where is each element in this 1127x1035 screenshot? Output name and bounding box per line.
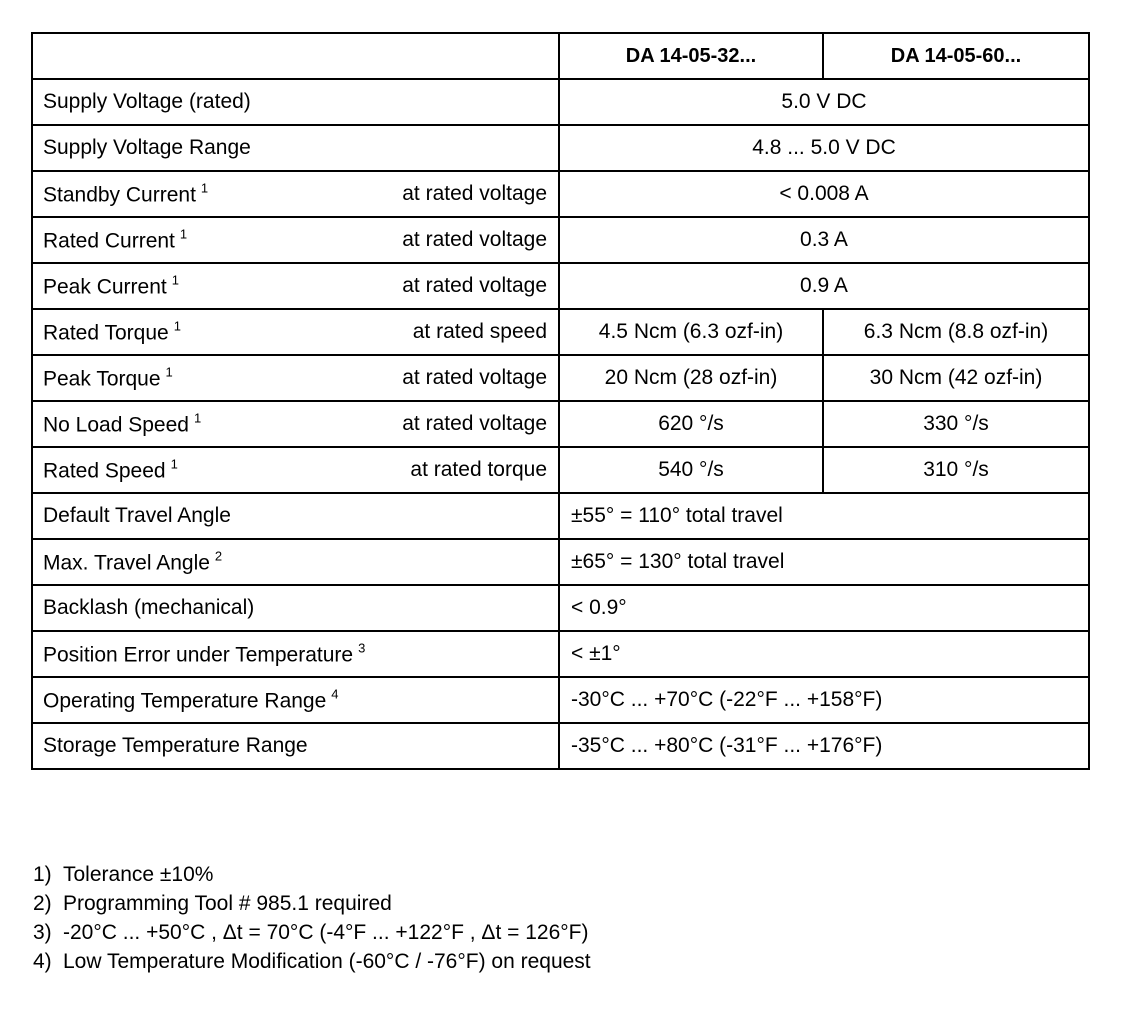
param-cell <box>32 125 559 171</box>
footnote-item <box>33 889 591 918</box>
table-row <box>32 125 1089 171</box>
param-condition: at rated voltage <box>402 412 547 435</box>
param-cell <box>32 217 559 263</box>
header-row <box>32 33 1089 79</box>
param-name: Peak Torque $^1$ <box>43 364 173 391</box>
value-cell: < 0.008 A <box>559 171 1089 217</box>
value-cell: -30°C ... +70°C (-22°F ... +158°F) <box>559 677 1089 723</box>
table-row <box>32 79 1089 125</box>
table-row <box>32 355 1089 401</box>
table-row <box>32 493 1089 539</box>
footnote-number: 4) <box>33 950 52 973</box>
param-cell <box>32 171 559 217</box>
value-cell: -35°C ... +80°C (-31°F ... +176°F) <box>559 723 1089 769</box>
param-cell <box>32 447 559 493</box>
param-name: No Load Speed $^1$ <box>43 410 202 437</box>
table-row <box>32 677 1089 723</box>
footnote-ref: 1 <box>173 318 181 334</box>
value-cell-model-60: 310 °/s <box>823 447 1089 493</box>
value-cell: ±55° = 110° total travel <box>559 493 1089 539</box>
footnote-ref: 1 <box>171 272 179 288</box>
footnote-item <box>33 947 591 976</box>
param-name: Peak Current $^1$ <box>43 272 179 299</box>
table-row <box>32 309 1089 355</box>
value-cell-model-60: 30 Ncm (42 ozf-in) <box>823 355 1089 401</box>
param-cell <box>32 79 559 125</box>
spec-table <box>31 32 1090 770</box>
table-row <box>32 217 1089 263</box>
param-condition: at rated voltage <box>402 274 547 297</box>
param-name: Position Error under Temperature $^3$ <box>43 640 366 667</box>
footnote-ref: 1 <box>193 410 202 426</box>
param-condition: at rated voltage <box>402 366 547 389</box>
param-cell <box>32 263 559 309</box>
value-cell: 4.8 ... 5.0 V DC <box>559 125 1089 171</box>
footnote-ref: 1 <box>165 364 173 380</box>
footnote-text: Tolerance ±10% <box>63 863 214 886</box>
param-cell <box>32 493 559 539</box>
footnote-text: Programming Tool # 985.1 required <box>63 892 392 915</box>
footnote-text: Low Temperature Modification (-60°C / -76°F) on request <box>63 950 591 973</box>
header-model-32: DA 14-05-32... <box>559 33 823 79</box>
footnote-item <box>33 860 591 889</box>
value-cell: < 0.9° <box>559 585 1089 631</box>
value-cell-model-60: 330 °/s <box>823 401 1089 447</box>
table-row <box>32 171 1089 217</box>
footnote-number: 2) <box>33 892 52 915</box>
footnote-number: 1) <box>33 863 52 886</box>
footnote-number: 3) <box>33 921 52 944</box>
param-name: Supply Voltage (rated) <box>43 90 251 113</box>
value-cell: 0.3 A <box>559 217 1089 263</box>
footnote-ref: 2 <box>214 548 223 564</box>
param-name: Supply Voltage Range <box>43 136 251 159</box>
value-cell: 0.9 A <box>559 263 1089 309</box>
table-row <box>32 263 1089 309</box>
footnotes-list <box>33 860 591 976</box>
param-cell <box>32 401 559 447</box>
param-cell <box>32 585 559 631</box>
param-condition: at rated speed <box>412 320 547 343</box>
footnote-text: -20°C ... +50°C , Δt = 70°C (-4°F ... +122°F , Δt = 126°F) <box>63 921 589 944</box>
footnote-ref: 4 <box>331 686 339 702</box>
value-cell-model-32: 20 Ncm (28 ozf-in) <box>559 355 823 401</box>
param-name: Max. Travel Angle $^2$ <box>43 548 223 575</box>
footnote-ref: 1 <box>170 456 178 472</box>
value-cell: < ±1° <box>559 631 1089 677</box>
param-cell <box>32 631 559 677</box>
param-name: Standby Current $^1$ <box>43 180 209 207</box>
value-cell-model-32: 4.5 Ncm (6.3 ozf-in) <box>559 309 823 355</box>
value-cell: 5.0 V DC <box>559 79 1089 125</box>
param-cell <box>32 723 559 769</box>
param-name: Rated Current $^1$ <box>43 226 188 253</box>
param-cell <box>32 677 559 723</box>
value-cell-model-32: 540 °/s <box>559 447 823 493</box>
table-row <box>32 401 1089 447</box>
param-cell <box>32 539 559 585</box>
param-cell <box>32 355 559 401</box>
table-row <box>32 723 1089 769</box>
param-cell <box>32 309 559 355</box>
param-condition: at rated torque <box>410 458 547 481</box>
footnote-ref: 3 <box>358 640 366 656</box>
footnote-ref: 1 <box>179 226 188 242</box>
param-condition: at rated voltage <box>402 228 547 251</box>
header-blank <box>32 33 559 79</box>
footnote-item <box>33 918 591 947</box>
footnote-ref: 1 <box>200 180 209 196</box>
table-row <box>32 631 1089 677</box>
value-cell: ±65° = 130° total travel <box>559 539 1089 585</box>
param-name: Rated Speed $^1$ <box>43 456 178 483</box>
value-cell-model-32: 620 °/s <box>559 401 823 447</box>
table-row <box>32 447 1089 493</box>
param-name: Operating Temperature Range $^4$ <box>43 686 339 713</box>
param-name: Backlash (mechanical) <box>43 596 255 619</box>
param-condition: at rated voltage <box>402 182 547 205</box>
value-cell-model-60: 6.3 Ncm (8.8 ozf-in) <box>823 309 1089 355</box>
param-name: Storage Temperature Range <box>43 734 308 757</box>
table-row <box>32 585 1089 631</box>
param-name: Default Travel Angle <box>43 504 231 527</box>
table-row <box>32 539 1089 585</box>
header-model-60: DA 14-05-60... <box>823 33 1089 79</box>
param-name: Rated Torque $^1$ <box>43 318 181 345</box>
